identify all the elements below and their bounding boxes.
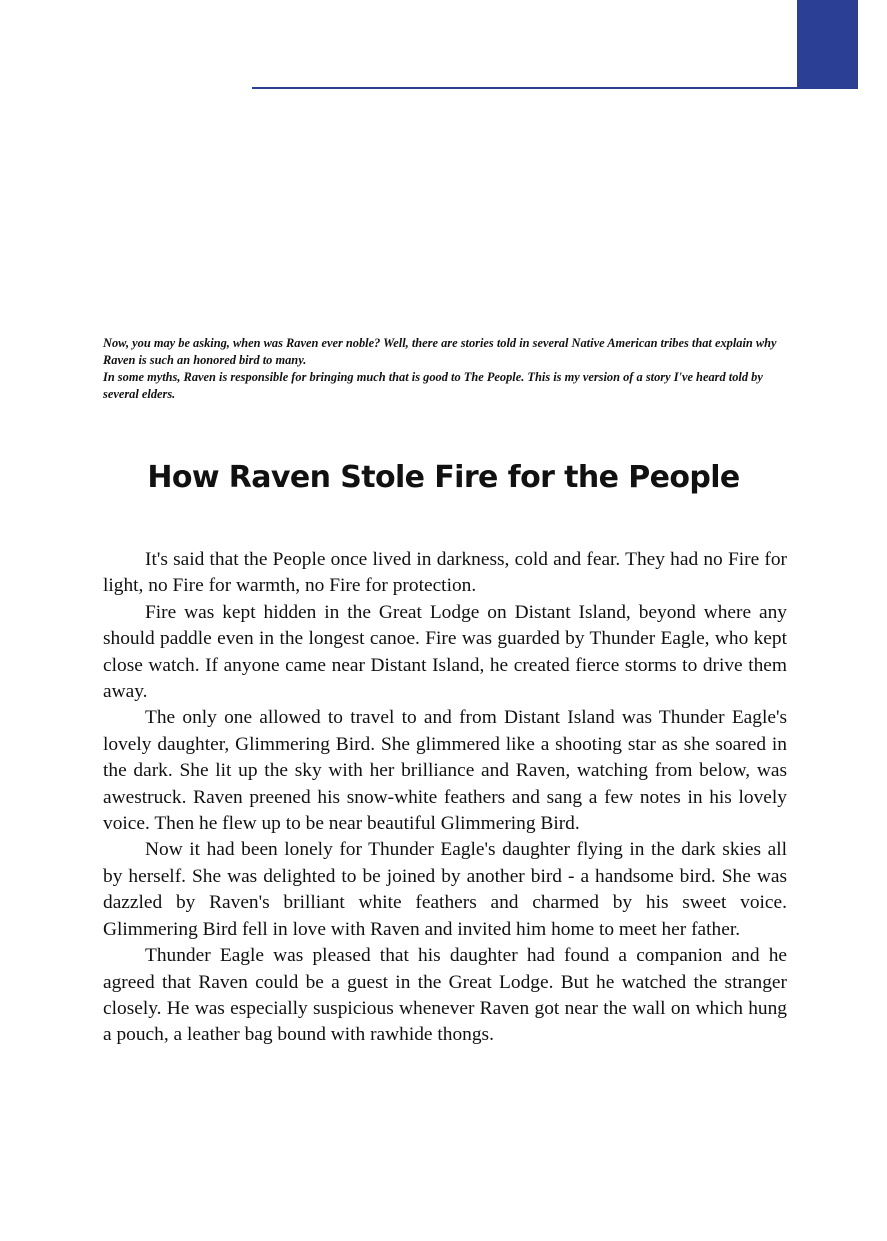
story-paragraph: Thunder Eagle was pleased that his daughter had found a companion and he agreed that Raven could be a guest in the Great Lodge. But he watched the stranger closely. He was especially suspicious whenever Raven got near the wall on which hung a pouch, a leather bag bound with rawhide thongs. bbox=[103, 945, 787, 1046]
story-title: How Raven Stole Fire for the People bbox=[147, 460, 740, 495]
story-paragraph: It's said that the People once lived in darkness, cold and fear. They had no Fire for light, no Fire for warmth, no Fire for protection. bbox=[103, 549, 787, 597]
corner-color-block bbox=[797, 0, 858, 89]
intro-note bbox=[103, 335, 793, 403]
story-body bbox=[103, 547, 787, 1049]
story-paragraph: Now it had been lonely for Thunder Eagle's daughter flying in the dark skies all by herself. She was delighted to be joined by another bird - a handsome bird. She was dazzled by Raven's brilliant white feathers and charmed by his sweet voice. Glimmering Bird fell in love with Raven and invited him home to meet her father. bbox=[103, 839, 787, 940]
story-paragraph: The only one allowed to travel to and from Distant Island was Thunder Eagle's lovely daughter, Glimmering Bird. She glimmered like a shooting star as she soared in the dark. She lit up the sky with her brilliance and Raven, watching from below, was awestruck. Raven preened his snow-white feathers and sang a few notes in his lovely voice. Then he flew up to be near beautiful Glimmering Bird. bbox=[103, 707, 787, 835]
story-paragraph: Fire was kept hidden in the Great Lodge on Distant Island, beyond where any should paddle even in the longest canoe. Fire was guarded by Thunder Eagle, who kept close watch. If anyone came near Distant Island, he created fierce storms to drive them away. bbox=[103, 601, 787, 703]
intro-paragraph: Now, you may be asking, when was Raven ever noble? Well, there are stories told in several Native American tribes that explain why Raven is such an honored bird to many. bbox=[103, 336, 777, 367]
header-rule bbox=[252, 87, 858, 89]
intro-paragraph: In some myths, Raven is responsible for bringing much that is good to The People. This is my version of a story I've heard told by several elders. bbox=[103, 370, 763, 401]
